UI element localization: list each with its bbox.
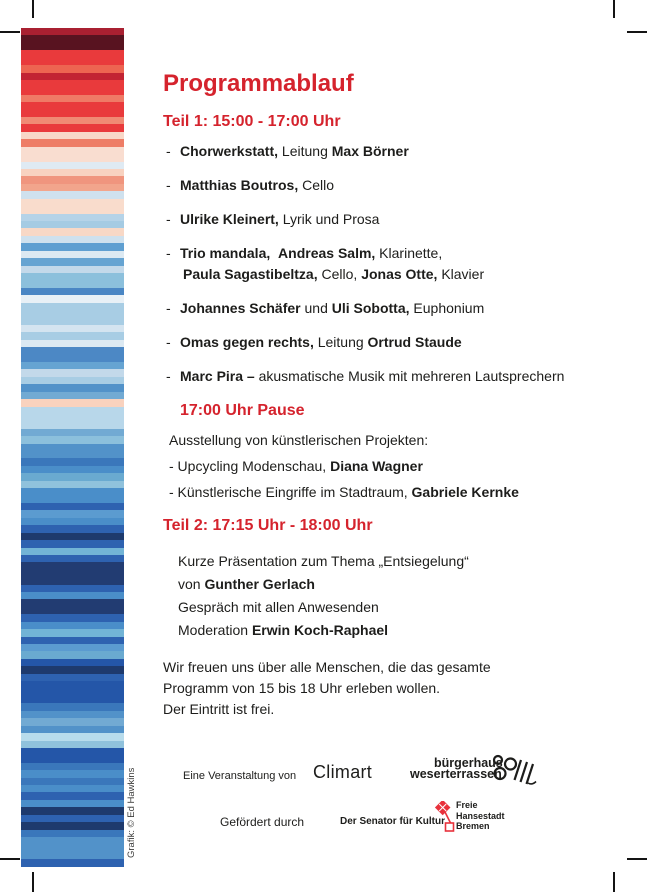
climate-stripe: [21, 488, 124, 495]
climate-stripe: [21, 859, 124, 866]
bremen-key-icon: [434, 801, 456, 835]
part2-lines: [163, 550, 625, 642]
climate-stripe: [21, 555, 124, 562]
climate-stripe: [21, 837, 124, 844]
climate-stripe: [21, 510, 124, 517]
program-item-text: [180, 366, 564, 387]
climate-stripe: [21, 110, 124, 117]
program-line: [180, 175, 334, 196]
climate-stripe: [21, 392, 124, 399]
climate-stripe: [21, 778, 124, 785]
climate-stripe: [21, 58, 124, 65]
text: akusmatische Musik mit mehreren Lautsprechern: [254, 368, 565, 384]
climate-stripe: [21, 169, 124, 176]
climate-stripe: [21, 303, 124, 310]
text: von: [178, 576, 205, 592]
climate-stripe: [21, 407, 124, 414]
graphic-credit: Grafik: © Ed Hawkins: [126, 767, 137, 858]
climate-stripe: [21, 332, 124, 339]
climate-stripe: [21, 807, 124, 814]
bold-text: Gabriele Kernke: [411, 484, 519, 500]
climate-stripe: [21, 496, 124, 503]
climate-stripe: [21, 162, 124, 169]
climate-stripe: [21, 288, 124, 295]
climate-stripe: [21, 696, 124, 703]
text: Klavier: [437, 266, 485, 282]
climate-stripe: [21, 466, 124, 473]
climate-stripe: [21, 147, 124, 154]
climate-stripe: [21, 548, 124, 555]
climate-stripe: [21, 592, 124, 599]
organizer-label: Eine Veranstaltung von: [183, 770, 297, 782]
program-line: [180, 366, 564, 387]
climate-stripe: [21, 65, 124, 72]
climate-stripe: [21, 199, 124, 206]
climate-stripe: [21, 562, 124, 569]
climate-stripe: [21, 755, 124, 762]
part2-line: [178, 619, 625, 642]
crop-mark-bottom-right-h: [627, 858, 647, 860]
climate-stripe: [21, 481, 124, 488]
bold-text: Ortrud Staude: [367, 334, 462, 350]
part1-heading: Teil 1: 15:00 - 17:00 Uhr: [163, 113, 341, 130]
part2-heading: Teil 2: 17:15 Uhr - 18:00 Uhr: [163, 517, 373, 534]
climate-stripe: [21, 206, 124, 213]
text: Kurze Präsentation zum Thema „Entsiegelung“: [178, 553, 469, 569]
climate-stripe: [21, 310, 124, 317]
climate-stripe: [21, 763, 124, 770]
bold-text: Matthias Boutros,: [180, 177, 299, 193]
climate-stripe: [21, 525, 124, 532]
crop-mark-bottom-right-v: [613, 872, 615, 892]
climate-stripe: [21, 815, 124, 822]
climate-stripe: [21, 681, 124, 688]
climate-stripe: [21, 674, 124, 681]
senator-kultur-label: Der Senator für Kultur: [340, 816, 446, 827]
climate-stripe: [21, 154, 124, 161]
program-line: [180, 298, 484, 319]
climate-stripe: [21, 176, 124, 183]
bold-text: Ulrike Kleinert,: [180, 211, 279, 227]
program-line: [180, 264, 484, 285]
funded-by-label: Gefördert durch: [220, 815, 305, 829]
climate-stripe: [21, 451, 124, 458]
climate-stripe: [21, 50, 124, 57]
climate-stripe: [21, 347, 124, 354]
program-item: [163, 366, 625, 387]
climate-stripe: [21, 102, 124, 109]
crop-mark-bottom-left-v: [32, 872, 34, 892]
climate-stripe: [21, 243, 124, 250]
bold-text: Johannes Schäfer: [180, 300, 301, 316]
program-item-text: [180, 332, 462, 353]
program-item: [163, 243, 625, 285]
buergerhaus-circles-icon: [492, 754, 542, 788]
part2-line: [178, 550, 625, 573]
climate-stripe: [21, 184, 124, 191]
program-item-text: [180, 298, 484, 319]
page-title: Programmablauf: [163, 70, 354, 97]
climate-stripe: [21, 295, 124, 302]
program-list: [163, 141, 625, 387]
climate-stripe: [21, 666, 124, 673]
program-line: [180, 141, 409, 162]
climate-stripe: [21, 399, 124, 406]
text: Cello,: [317, 266, 362, 282]
climate-stripe: [21, 325, 124, 332]
bold-text: Erwin Koch-Raphael: [251, 622, 389, 638]
climate-stripe: [21, 518, 124, 525]
climate-stripe: [21, 637, 124, 644]
closing-line: Der Eintritt ist frei.: [163, 701, 275, 717]
crop-mark-bottom-left-h: [0, 858, 20, 860]
climate-stripe: [21, 191, 124, 198]
climate-stripe: [21, 421, 124, 428]
climate-stripe: [21, 651, 124, 658]
exhibition-list: [163, 453, 625, 505]
climate-stripe: [21, 43, 124, 50]
closing-paragraph: [163, 657, 625, 720]
climate-stripe: [21, 800, 124, 807]
climate-stripe: [21, 577, 124, 584]
bold-text: Jonas Otte,: [361, 266, 438, 282]
climate-stripe: [21, 844, 124, 851]
climate-stripe: [21, 570, 124, 577]
crop-mark-top-right-v: [613, 0, 615, 18]
climate-stripe: [21, 221, 124, 228]
climate-stripe: [21, 599, 124, 606]
climate-stripe: [21, 355, 124, 362]
climate-stripe: [21, 73, 124, 80]
list-dash: -: [166, 143, 171, 159]
climate-stripe: [21, 429, 124, 436]
climate-stripe: [21, 28, 124, 35]
bremen-label-line: Hansestadt: [456, 810, 505, 821]
crop-mark-top-right-h: [627, 31, 647, 33]
climate-stripe: [21, 214, 124, 221]
crop-mark-top-left-v: [32, 0, 34, 18]
climate-stripe: [21, 733, 124, 740]
climart-logo: Climart: [313, 762, 373, 782]
climate-stripe: [21, 689, 124, 696]
buergerhaus-line1: bürgerhaus: [434, 756, 503, 770]
text: Lyrik und Prosa: [278, 211, 380, 227]
text: Cello: [298, 177, 335, 193]
program-line: [180, 243, 484, 264]
bold-text: Diana Wagner: [330, 458, 423, 474]
climate-stripe: [21, 236, 124, 243]
list-dash: -: [166, 300, 171, 316]
climate-stripe: [21, 748, 124, 755]
text: Leitung: [278, 143, 332, 159]
text: und: [300, 300, 332, 316]
climate-stripe: [21, 258, 124, 265]
climate-stripe: [21, 35, 124, 42]
climate-stripe: [21, 251, 124, 258]
climate-stripe: [21, 228, 124, 235]
program-item-text: [180, 175, 334, 196]
climate-stripe: [21, 458, 124, 465]
list-dash: -: [166, 334, 171, 350]
bold-text: Uli Sobotta,: [331, 300, 410, 316]
climate-stripe: [21, 792, 124, 799]
text: - Upcycling Modenschau,: [169, 458, 331, 474]
bremen-label-line: Freie: [456, 800, 478, 810]
climate-stripe: [21, 317, 124, 324]
list-dash: -: [166, 368, 171, 384]
climate-stripe: [21, 340, 124, 347]
closing-line: Wir freuen uns über alle Menschen, die das gesamte: [163, 659, 491, 675]
exhibition-intro: Ausstellung von künstlerischen Projekten:: [169, 432, 429, 448]
text: [270, 245, 278, 261]
climate-stripe: [21, 718, 124, 725]
bold-text: Andreas Salm,: [278, 245, 376, 261]
climate-stripe: [21, 503, 124, 510]
text: Euphonium: [409, 300, 485, 316]
climate-stripe: [21, 95, 124, 102]
climate-stripe: [21, 132, 124, 139]
bold-text: Omas gegen rechts,: [180, 334, 314, 350]
text: Moderation: [178, 622, 252, 638]
climate-stripe: [21, 124, 124, 131]
climate-stripe: [21, 533, 124, 540]
bremen-label: [456, 800, 505, 832]
climate-stripe: [21, 822, 124, 829]
climate-stripe: [21, 117, 124, 124]
climate-stripe: [21, 540, 124, 547]
text: Gespräch mit allen Anwesenden: [178, 599, 379, 615]
climate-stripe: [21, 726, 124, 733]
climate-stripe: [21, 711, 124, 718]
text: - Künstlerische Eingriffe im Stadtraum,: [169, 484, 412, 500]
climate-stripe: [21, 770, 124, 777]
exhibition-item: [169, 479, 625, 505]
buergerhaus-line2: weserterrassen: [410, 767, 502, 781]
climate-stripe: [21, 436, 124, 443]
climate-stripe: [21, 139, 124, 146]
program-item: [163, 209, 625, 230]
exhibition-item: [169, 453, 625, 479]
bremen-label-line: Bremen: [456, 821, 490, 831]
program-item: [163, 332, 625, 353]
part2-line: [178, 596, 625, 619]
program-item: [163, 298, 625, 319]
climate-stripe: [21, 280, 124, 287]
list-dash: -: [166, 211, 171, 227]
climate-stripe: [21, 473, 124, 480]
climate-stripe: [21, 741, 124, 748]
climate-stripe: [21, 607, 124, 614]
climate-stripe: [21, 444, 124, 451]
climate-stripe: [21, 87, 124, 94]
bold-text: Chorwerkstatt,: [180, 143, 279, 159]
climate-stripe: [21, 644, 124, 651]
bold-text: Max Börner: [331, 143, 409, 159]
bold-text: Marc Pira –: [180, 368, 255, 384]
crop-mark-top-left-h: [0, 31, 20, 33]
bold-text: Paula Sagastibeltza,: [183, 266, 318, 282]
buergerhaus-logo: [410, 758, 503, 780]
program-line: [180, 332, 462, 353]
warming-stripes-graphic: [21, 28, 124, 866]
climate-stripe: [21, 377, 124, 384]
climate-stripe: [21, 659, 124, 666]
climate-stripe: [21, 414, 124, 421]
climate-stripe: [21, 614, 124, 621]
climate-stripe: [21, 369, 124, 376]
list-dash: -: [166, 177, 171, 193]
climate-stripe: [21, 273, 124, 280]
climate-stripe: [21, 585, 124, 592]
climate-stripe: [21, 830, 124, 837]
program-item-text: [180, 209, 379, 230]
climate-stripe: [21, 622, 124, 629]
bold-text: Gunther Gerlach: [204, 576, 315, 592]
program-item-text: [180, 141, 409, 162]
climate-stripe: [21, 266, 124, 273]
text: Klarinette,: [375, 245, 443, 261]
text: Leitung: [313, 334, 368, 350]
program-item: [163, 141, 625, 162]
climate-stripe: [21, 852, 124, 859]
climate-stripe: [21, 629, 124, 636]
part2-line: [178, 573, 625, 596]
climate-stripe: [21, 384, 124, 391]
climate-stripe: [21, 703, 124, 710]
program-item: [163, 175, 625, 196]
climate-stripe: [21, 362, 124, 369]
program-item-text: [180, 243, 484, 285]
bold-text: Trio mandala,: [180, 245, 271, 261]
list-dash: -: [166, 245, 171, 261]
program-line: [180, 209, 379, 230]
climate-stripe: [21, 80, 124, 87]
program-content: [163, 71, 625, 720]
pause-heading: 17:00 Uhr Pause: [180, 402, 305, 419]
climate-stripe: [21, 785, 124, 792]
closing-line: Programm von 15 bis 18 Uhr erleben wollen.: [163, 680, 441, 696]
